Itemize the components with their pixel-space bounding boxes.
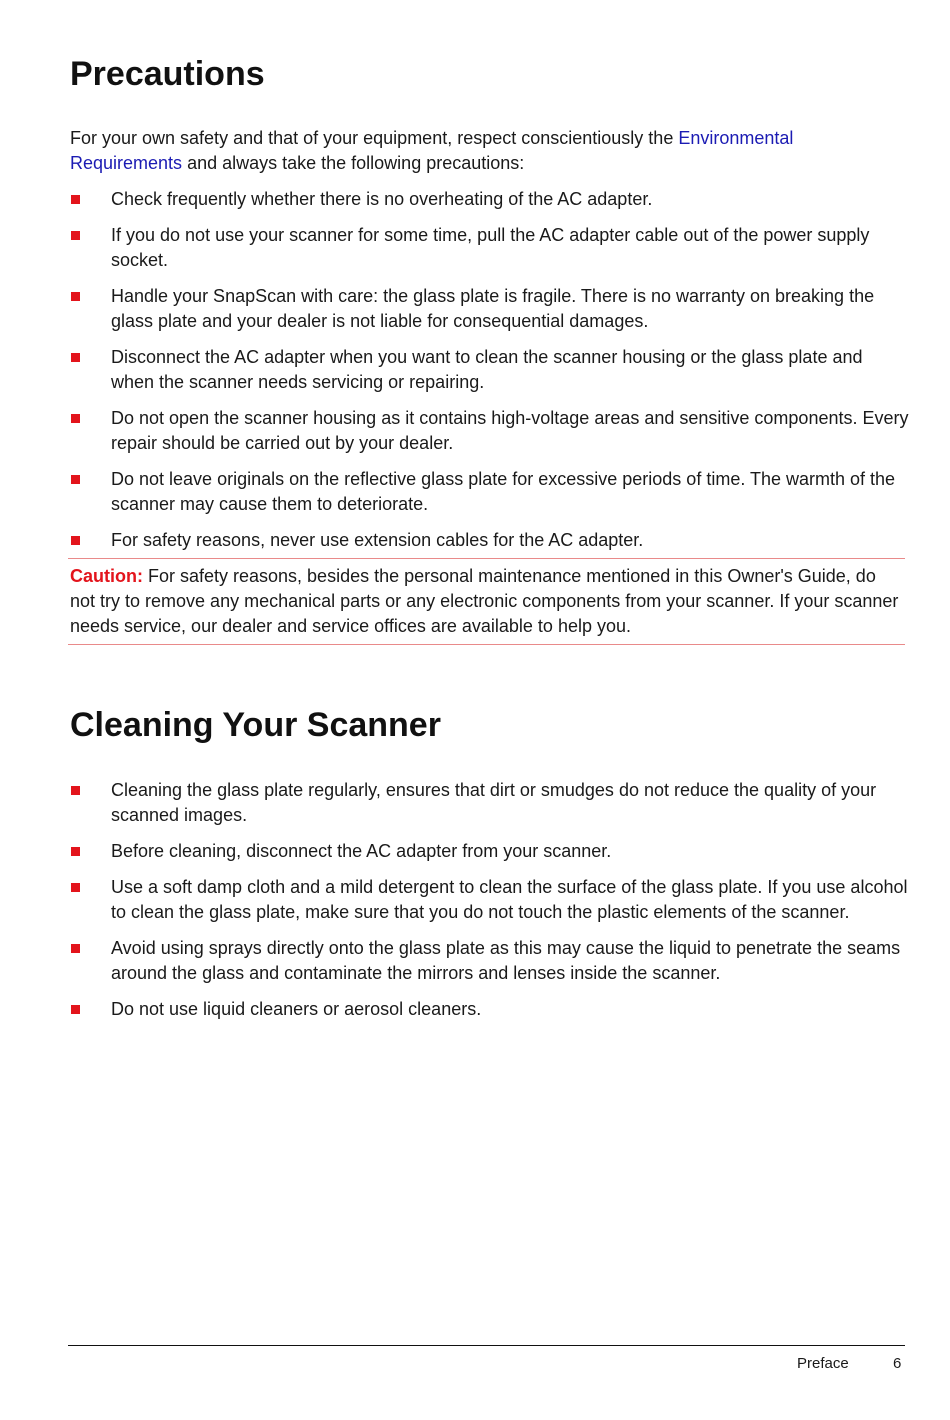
list-item (70, 778, 910, 828)
list-item (70, 223, 910, 273)
list-item (70, 406, 910, 456)
list-item-text: Handle your SnapScan with care: the glass plate is fragile. There is no warranty on breaking the glass plate and your dealer is not liable for consequential damages. (111, 286, 875, 331)
red-square-bullet-icon (71, 786, 80, 795)
list-item-text: If you do not use your scanner for some time, pull the AC adapter cable out of the power supply socket. (111, 225, 870, 270)
caution-note (68, 558, 905, 645)
red-square-bullet-icon (71, 944, 80, 953)
red-square-bullet-icon (71, 536, 80, 545)
precautions-list (70, 187, 910, 564)
list-item (70, 936, 910, 986)
list-item (70, 997, 910, 1022)
list-item-text: Avoid using sprays directly onto the glass plate as this may cause the liquid to penetrate the seams around the glass and contaminate the mirrors and lenses inside the scanner. (111, 938, 901, 983)
footer-page-number: 6 (893, 1355, 902, 1372)
list-item-text: Disconnect the AC adapter when you want to clean the scanner housing or the glass plate and when the scanner needs servicing or repairing. (111, 347, 863, 392)
intro-text-after: and always take the following precautions: (182, 153, 525, 173)
caution-paragraph (70, 564, 905, 639)
list-item (70, 187, 910, 212)
caution-label: Caution: (70, 566, 143, 586)
cleaning-list (70, 778, 910, 1033)
red-square-bullet-icon (71, 353, 80, 362)
list-item-text: Use a soft damp cloth and a mild detergent to clean the surface of the glass plate. If you use alcohol to clean the glass plate, make sure that you do not touch the plastic elements of the scanner. (111, 877, 908, 922)
list-item-text: For safety reasons, never use extension cables for the AC adapter. (111, 530, 644, 550)
list-item (70, 875, 910, 925)
list-item-text: Do not open the scanner housing as it contains high-voltage areas and sensitive components. Every repair should be carried out by your dealer. (111, 408, 909, 453)
list-item (70, 467, 910, 517)
red-square-bullet-icon (71, 847, 80, 856)
list-item-text: Do not use liquid cleaners or aerosol cleaners. (111, 999, 482, 1019)
red-square-bullet-icon (71, 195, 80, 204)
list-item (70, 839, 910, 864)
cleaning-heading: Cleaning Your Scanner (70, 706, 441, 744)
red-square-bullet-icon (71, 475, 80, 484)
intro-text-before: For your own safety and that of your equipment, respect conscientiously the (70, 128, 679, 148)
red-square-bullet-icon (71, 292, 80, 301)
precautions-intro (70, 126, 860, 176)
list-item (70, 528, 910, 553)
list-item-text: Do not leave originals on the reflective glass plate for excessive periods of time. The warmth of the scanner may cause them to deteriorate. (111, 469, 896, 514)
precautions-heading: Precautions (70, 55, 265, 93)
red-square-bullet-icon (71, 414, 80, 423)
footer-divider (68, 1345, 905, 1346)
list-item-text: Cleaning the glass plate regularly, ensures that dirt or smudges do not reduce the quality of your scanned images. (111, 780, 877, 825)
list-item (70, 345, 910, 395)
list-item-text: Before cleaning, disconnect the AC adapter from your scanner. (111, 841, 612, 861)
footer-section-label: Preface (797, 1355, 849, 1372)
red-square-bullet-icon (71, 1005, 80, 1014)
list-item (70, 284, 910, 334)
red-square-bullet-icon (71, 883, 80, 892)
list-item-text: Check frequently whether there is no overheating of the AC adapter. (111, 189, 653, 209)
caution-body: For safety reasons, besides the personal maintenance mentioned in this Owner's Guide, do not try to remove any mechanical parts or any electronic components from your scanner. If your scanner needs service, our dealer and service offices are available to help you. (70, 566, 899, 636)
environmental-requirements-link[interactable]: Environmental Requirements (70, 128, 794, 173)
red-square-bullet-icon (71, 231, 80, 240)
